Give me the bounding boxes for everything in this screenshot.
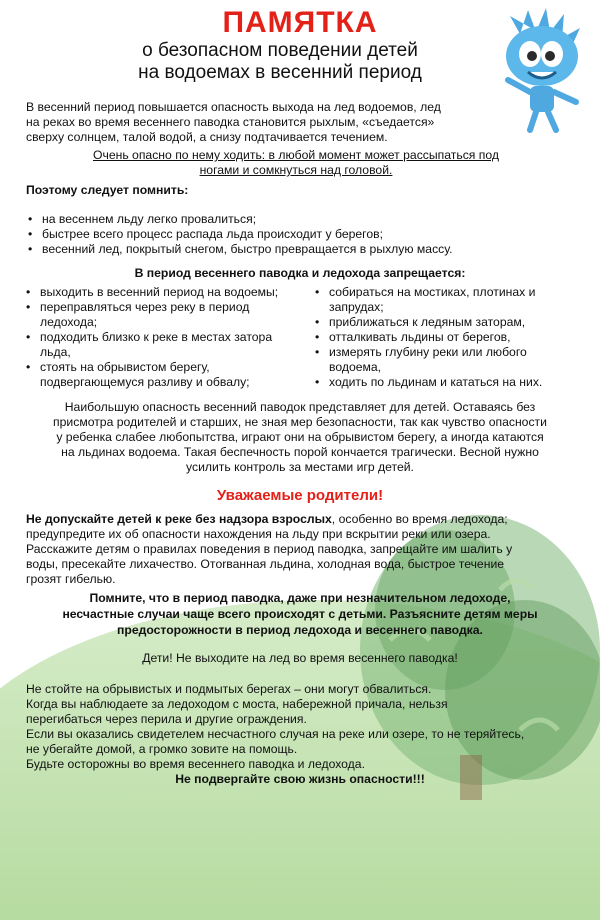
text-line: Расскажите детям о правилах поведения в период паводка, запрещайте им шалить у bbox=[26, 542, 513, 556]
text-line: В весенний период повышается опасность выхода на лед водоемов, лед bbox=[26, 100, 441, 114]
text-line: предупредите их об опасности нахождения на льду при вскрытии реки или озера. bbox=[26, 527, 491, 541]
text-line: Когда вы наблюдаете за ледоходом с моста, набережной причала, нельзя bbox=[26, 697, 448, 711]
remember-heading: Поэтому следует помнить: bbox=[26, 183, 189, 197]
text-line: Если вы оказались свидетелем несчастного случая на реке или озере, то не теряйтесь, bbox=[26, 727, 525, 741]
important-bold-paragraph bbox=[30, 590, 570, 638]
text-line: сверху солнцем, талой водой, а снизу подтачивается течением. bbox=[26, 130, 388, 144]
list-item: • приближаться к ледяным заторам, bbox=[315, 315, 577, 330]
list-item: • измерять глубину реки или любого водоема, bbox=[315, 345, 577, 375]
list-item: • весенний лед, покрытый снегом, быстро превращается в рыхлую массу. bbox=[28, 242, 568, 257]
forbidden-heading: В период весеннего паводка и ледохода запрещается: bbox=[134, 266, 466, 280]
parents-paragraph bbox=[26, 512, 586, 587]
children-warning: Дети! Не выходите на лед во время весеннего паводка! bbox=[142, 651, 458, 665]
remember-list bbox=[28, 212, 568, 257]
forbidden-list-left bbox=[26, 285, 306, 390]
text-line: воды, пресекайте лихачество. Отorванная льдина, холодная вода, быстрое течение bbox=[26, 557, 505, 571]
subtitle-line: о безопасном поведении детей bbox=[142, 40, 418, 61]
text-line: на льдинах водоема. Такая беспечность порой кончается трагически. Весной нужно bbox=[61, 445, 539, 459]
text-line: на реках во время весеннего паводка становится рыхлым, «съедается» bbox=[26, 115, 435, 129]
list-item: • стоять на обрывистом берегу, подвергающемуся разливу и обвалу; bbox=[26, 360, 306, 390]
text-line: предосторожности в период ледохода и весеннего паводка. bbox=[117, 623, 483, 637]
page-subtitle bbox=[40, 40, 520, 84]
text-line: не убегайте домой, а громко зовите на помощь. bbox=[26, 742, 298, 756]
intro-paragraph bbox=[26, 100, 566, 145]
text-line: перегибаться через перила и другие ограждения. bbox=[26, 712, 307, 726]
page-title: ПАМЯТКА bbox=[222, 6, 378, 39]
text-line bbox=[26, 512, 586, 527]
text-line: у ребенка слабее любопытства, играют они на обрывистом берегу, а иногда катаются bbox=[56, 430, 544, 444]
text-line: усилить контроль за местами игр детей. bbox=[186, 460, 414, 474]
parents-heading: Уважаемые родители! bbox=[216, 487, 384, 504]
danger-paragraph bbox=[10, 400, 590, 475]
text-line: Очень опасно по нему ходить: в любой момент может рассыпаться под bbox=[92, 148, 499, 162]
text-line: Не стойте на обрывистых и подмытых берегах – они могут обвалиться. bbox=[26, 682, 432, 696]
text-line: ногами и сомкнуться над головой. bbox=[199, 163, 393, 177]
subtitle-line: на водоемах в весенний период bbox=[138, 62, 422, 83]
warning-paragraph bbox=[36, 148, 556, 178]
text-line: Будьте осторожны во время весеннего паводка и ледохода. bbox=[26, 757, 365, 771]
list-item: • ходить по льдинам и кататься на них. bbox=[315, 375, 577, 390]
final-warning: Не подвергайте свою жизнь опасности!!! bbox=[175, 772, 425, 786]
list-item: • собираться на мостиках, плотинах и запрудах; bbox=[315, 285, 577, 315]
list-item: • переправляться через реку в период ледохода; bbox=[26, 300, 306, 330]
list-item: • отталкивать льдины от берегов, bbox=[315, 330, 577, 345]
list-item: • на весеннем льду легко провалиться; bbox=[28, 212, 568, 227]
text-span: , особенно во время ледохода; bbox=[331, 512, 508, 526]
bold-phrase: Не допускайте детей к реке без надзора взрослых bbox=[26, 512, 332, 526]
tips-paragraph bbox=[26, 682, 592, 772]
list-item: • быстрее всего процесс распада льда происходит у берегов; bbox=[28, 227, 568, 242]
list-item: • выходить в весенний период на водоемы; bbox=[26, 285, 306, 300]
text-line: несчастные случаи чаще всего происходят с детьми. Разъясните детям меры bbox=[62, 607, 538, 621]
list-item: • подходить близко к реке в местах затора льда, bbox=[26, 330, 306, 360]
text-line: Наибольшую опасность весенний паводок представляет для детей. Оставаясь без bbox=[64, 400, 536, 414]
forbidden-list-right bbox=[315, 285, 577, 390]
text-line: грозят гибелью. bbox=[26, 572, 116, 586]
text-line: Помните, что в период паводка, даже при незначительном ледоходе, bbox=[89, 591, 511, 605]
text-line: присмотра родителей и старших, не зная мер безопасности, так как чувство опасности bbox=[53, 415, 547, 429]
